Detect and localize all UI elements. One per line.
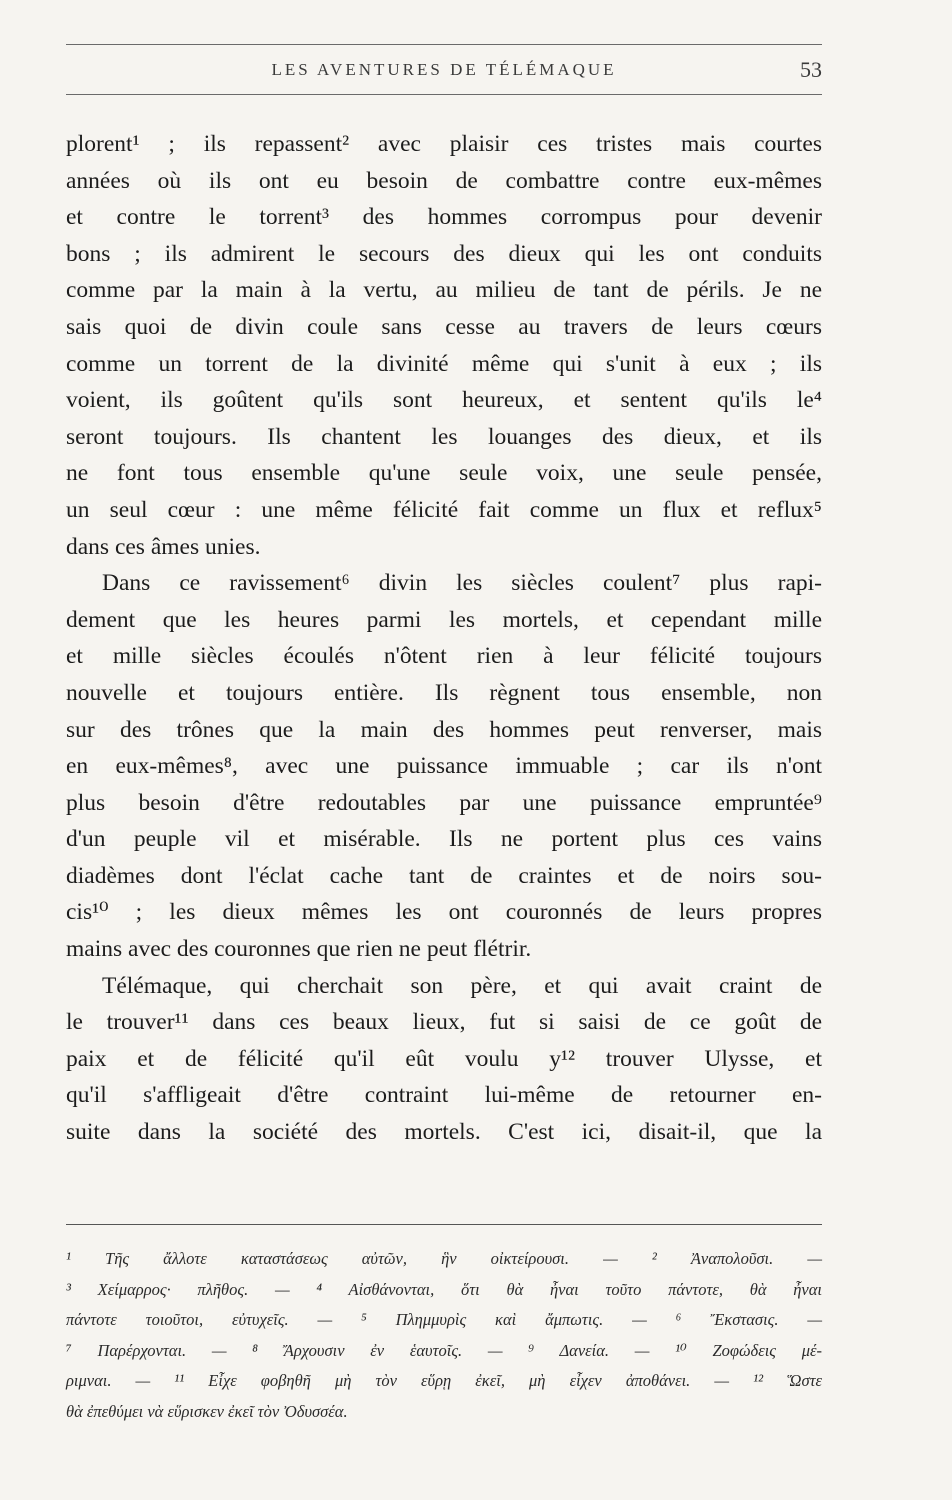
- text-line: comme par la main à la vertu, au milieu de tant de périls. Je ne: [66, 277, 822, 304]
- header-top-rule: [66, 44, 822, 45]
- text-line: plorent¹ ; ils repassent² avec plaisir ces tristes mais courtes: [66, 131, 822, 157]
- text-line: un seul cœur : une même félicité fait comme un flux et reflux⁵: [66, 496, 822, 523]
- running-title: LES AVENTURES DE TÉLÉMAQUE: [271, 60, 617, 79]
- text-line: paix et de félicité qu'il eût voulu y¹² trouver Ulysse, et: [66, 1045, 822, 1072]
- text-line: et mille siècles écoulés n'ôtent rien à leur félicité toujours: [66, 643, 822, 670]
- text-line: comme un torrent de la divinité même qui s'unit à eux ; ils: [66, 350, 822, 377]
- running-head: [66, 57, 822, 88]
- footnote-line: ⁷ Παρέρχονται. — ⁸ Ἄρχουσιν ἐν ἑαυτοῖς. — ⁹ Δανεία. — ¹⁰ Ζοφώδεις μέ-: [66, 1340, 822, 1360]
- text-line: seront toujours. Ils chantent les louanges des dieux, et ils: [66, 423, 822, 450]
- text-line: bons ; ils admirent le secours des dieux qui les ont conduits: [66, 240, 822, 267]
- footnote-line: ³ Χείμαρρος· πλῆθος. — ⁴ Αἰσθάνονται, ὅτι θὰ ἦναι τοῦτο πάντοτε, θὰ ἦναι: [66, 1279, 822, 1299]
- text-line: en eux-mêmes⁸, avec une puissance immuable ; car ils n'ont: [66, 753, 822, 780]
- footnotes: [66, 1244, 822, 1427]
- text-line: cis¹⁰ ; les dieux mêmes les ont couronnés de leurs propres: [66, 899, 822, 926]
- text-line: suite dans la société des mortels. C'est ici, disait-il, que la: [66, 1119, 822, 1146]
- footnote-line: θὰ ἐπεθύμει νὰ εὕρισκεν ἐκεῖ τὸν Ὀδυσσέα.: [66, 1401, 348, 1421]
- text-line: ne font tous ensemble qu'une seule voix, une seule pensée,: [66, 460, 822, 487]
- page-number: 53: [800, 57, 822, 82]
- footnote-line: ¹ Τῆς ἄλλοτε καταστάσεως αὐτῶν, ἣν οἰκτείρουσι. — ² Ἀναπολοῦσι. —: [66, 1249, 822, 1268]
- text-line: qu'il s'affligeait d'être contraint lui-même de retourner en-: [66, 1082, 822, 1109]
- text-line: sur des trônes que la main des hommes peut renverser, mais: [66, 716, 822, 743]
- text-line: plus besoin d'être redoutables par une puissance empruntée⁹: [66, 789, 822, 816]
- text-line: diadèmes dont l'éclat cache tant de craintes et de noirs sou-: [66, 862, 822, 889]
- text-line: années où ils ont eu besoin de combattre contre eux-mêmes: [66, 167, 822, 194]
- footnote-rule: [66, 1224, 822, 1225]
- text-line: dement que les heures parmi les mortels, et cependant mille: [66, 606, 822, 633]
- text-line: d'un peuple vil et misérable. Ils ne portent plus ces vains: [66, 826, 822, 853]
- main-text: [66, 126, 822, 1151]
- text-line: voient, ils goûtent qu'ils sont heureux, et sentent qu'ils le⁴: [66, 387, 822, 414]
- text-line: nouvelle et toujours entière. Ils règnent tous ensemble, non: [66, 679, 822, 706]
- text-line: sais quoi de divin coule sans cesse au travers de leurs cœurs: [66, 313, 822, 340]
- text-line: le trouver¹¹ dans ces beaux lieux, fut si saisi de ce goût de: [66, 1009, 822, 1036]
- text-line: Dans ce ravissement⁶ divin les siècles coulent⁷ plus rapi-: [102, 570, 822, 597]
- text-line: Télémaque, qui cherchait son père, et qui avait craint de: [102, 972, 822, 999]
- text-line: et contre le torrent³ des hommes corrompus pour devenir: [66, 204, 822, 231]
- text-line: dans ces âmes unies.: [66, 533, 261, 560]
- footnote-line: ριμναι. — ¹¹ Εἶχε φοβηθῆ μὴ τὸν εὕρῃ ἐκεῖ, μὴ εἶχεν ἀποθάνει. — ¹² Ὥστε: [66, 1371, 822, 1390]
- header-bottom-rule: [66, 94, 822, 95]
- footnote-line: πάντοτε τοιοῦτοι, εὐτυχεῖς. — ⁵ Πλημμυρὶς καὶ ἄμπωτις. — ⁶ Ἔκστασις. —: [66, 1310, 822, 1329]
- text-line: mains avec des couronnes que rien ne peut flétrir.: [66, 936, 532, 963]
